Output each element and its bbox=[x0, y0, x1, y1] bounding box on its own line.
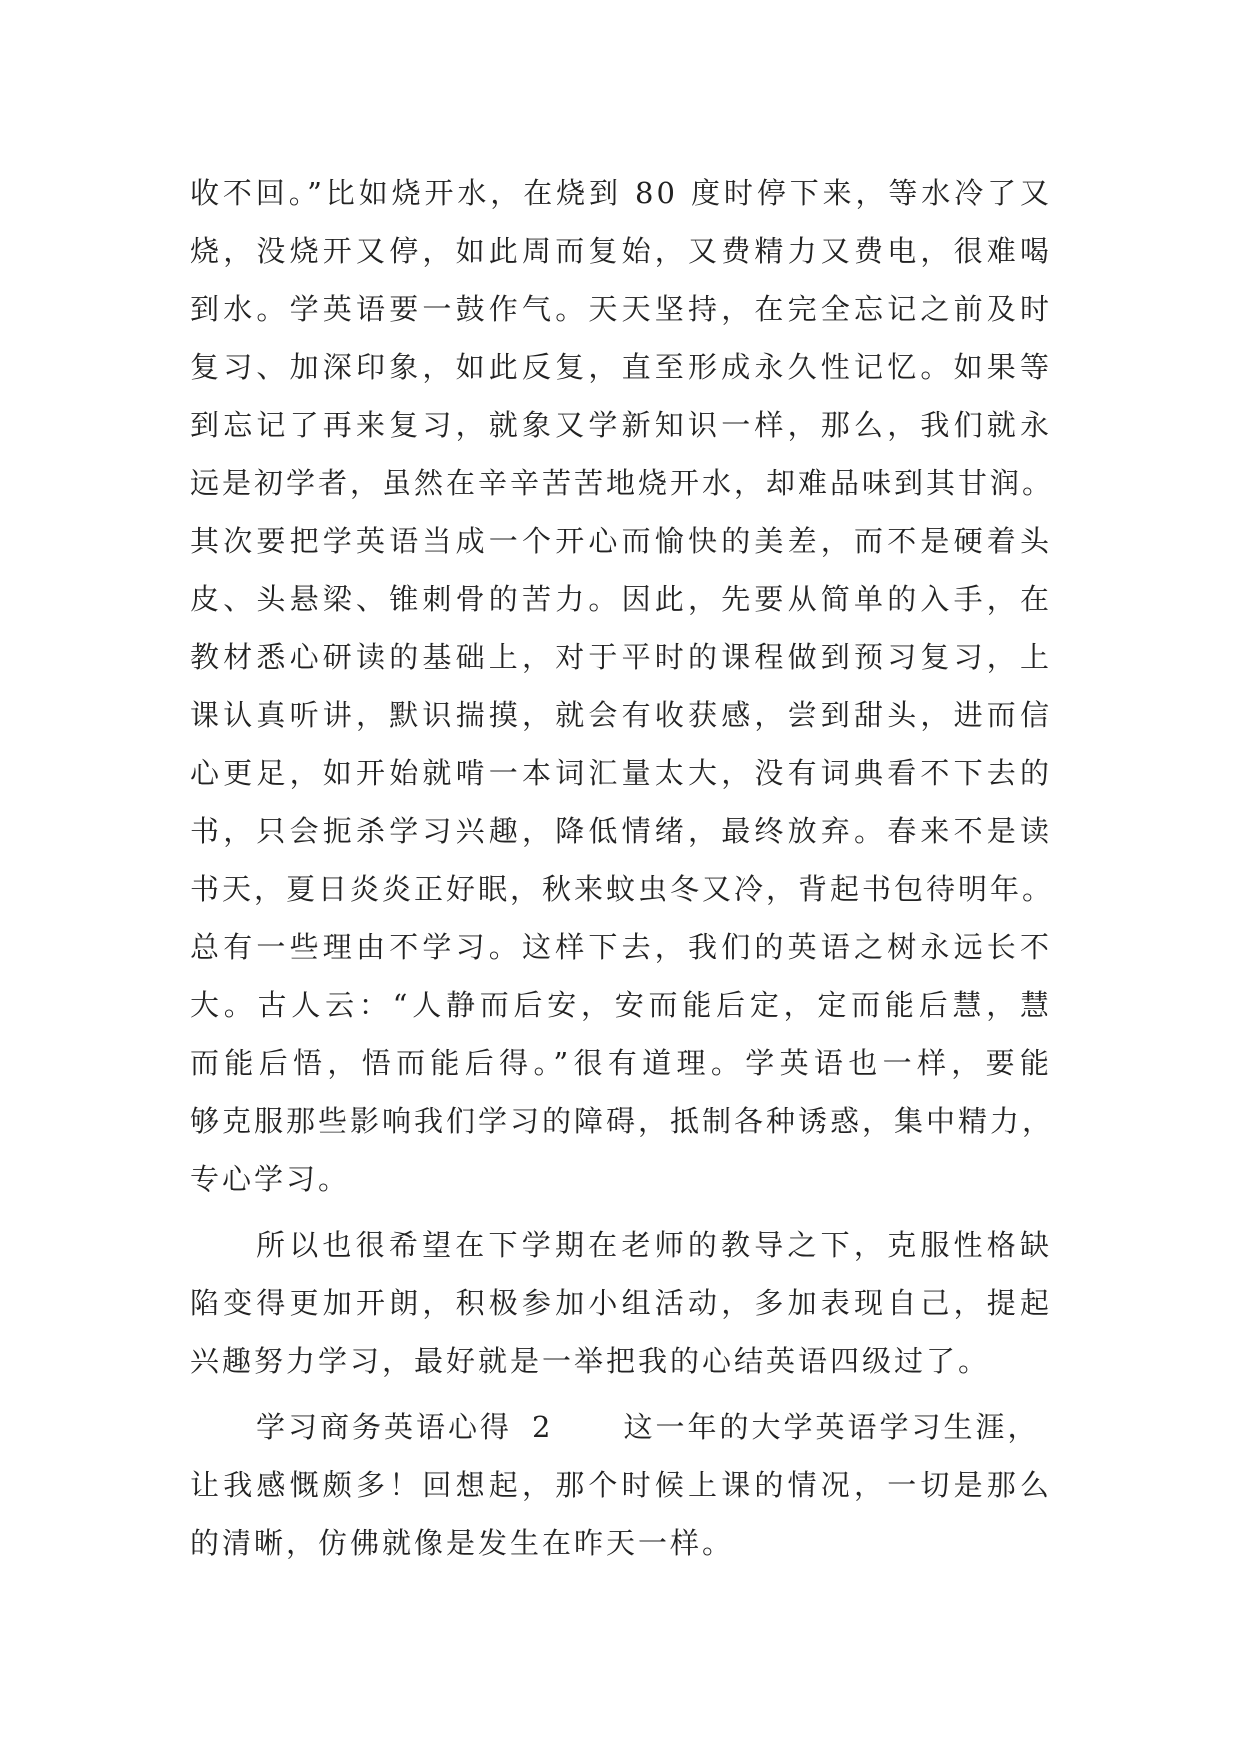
text-line: 兴趣努力学习，最好就是一举把我的心结英语四级过了。 bbox=[190, 1344, 991, 1378]
text-line: 陷变得更加开朗，积极参加小组活动，多加表现自己，提起 bbox=[190, 1286, 1052, 1320]
text-line: 烧，没烧开又停，如此周而复始，又费精力又费电，很难喝 bbox=[190, 234, 1052, 268]
paragraph-gap bbox=[190, 1390, 1052, 1398]
text-line: 到忘记了再来复习，就象又学新知识一样，那么，我们就永 bbox=[190, 408, 1052, 442]
text-line: 这一年的大学英语学习生涯， bbox=[623, 1410, 1040, 1444]
text-line: 书天，夏日炎炎正好眠，秋来蚊虫冬又冷，背起书包待明年。 bbox=[190, 872, 1055, 906]
text-line: 其次要把学英语当成一个开心而愉快的美差，而不是硬着头 bbox=[190, 524, 1052, 558]
text-line: 到水。学英语要一鼓作气。天天坚持，在完全忘记之前及时 bbox=[190, 292, 1052, 326]
document-body bbox=[190, 164, 1055, 1572]
text-line: 书，只会扼杀学习兴趣，降低情绪，最终放弃。春来不是读 bbox=[190, 814, 1052, 848]
text-line: 远是初学者，虽然在辛辛苦苦地烧开水，却难品味到其甘润。 bbox=[190, 466, 1055, 500]
text-line: 所以也很希望在下学期在老师的教导之下，克服性格缺 bbox=[256, 1228, 1052, 1262]
paragraph bbox=[190, 1216, 1052, 1390]
text-line: 总有一些理由不学习。这样下去，我们的英语之树永远长不 bbox=[190, 930, 1052, 964]
paragraph-gap bbox=[190, 1208, 1052, 1216]
section-number: 2 bbox=[532, 1410, 554, 1444]
text-line: 够克服那些影响我们学习的障碍，抵制各种诱惑，集中精力， bbox=[190, 1104, 1055, 1138]
paragraph bbox=[190, 164, 1055, 1208]
section-heading: 学习商务英语心得 bbox=[256, 1410, 513, 1444]
text-line: 让我感慨颇多！回想起，那个时候上课的情况，一切是那么 bbox=[190, 1468, 1052, 1502]
paragraph bbox=[190, 1398, 1052, 1572]
text-line: 而能后悟，悟而能后得。”很有道理。学英语也一样，要能 bbox=[190, 1046, 1052, 1080]
text-line: 教材悉心研读的基础上，对于平时的课程做到预习复习，上 bbox=[190, 640, 1052, 674]
text-line: 专心学习。 bbox=[190, 1162, 351, 1196]
text-line: 皮、头悬梁、锥刺骨的苦力。因此，先要从简单的入手，在 bbox=[190, 582, 1052, 616]
text-line: 收不回。”比如烧开水，在烧到 80 度时停下来，等水冷了又 bbox=[190, 176, 1052, 210]
heading-line bbox=[190, 1398, 1052, 1456]
text-line: 大。古人云：“人静而后安，安而能后定，定而能后慧，慧 bbox=[190, 988, 1052, 1022]
text-line: 的清晰，仿佛就像是发生在昨天一样。 bbox=[190, 1526, 735, 1560]
text-line: 复习、加深印象，如此反复，直至形成永久性记忆。如果等 bbox=[190, 350, 1052, 384]
text-line: 心更足，如开始就啃一本词汇量太大，没有词典看不下去的 bbox=[190, 756, 1052, 790]
text-line: 课认真听讲，默识揣摸，就会有收获感，尝到甜头，进而信 bbox=[190, 698, 1052, 732]
